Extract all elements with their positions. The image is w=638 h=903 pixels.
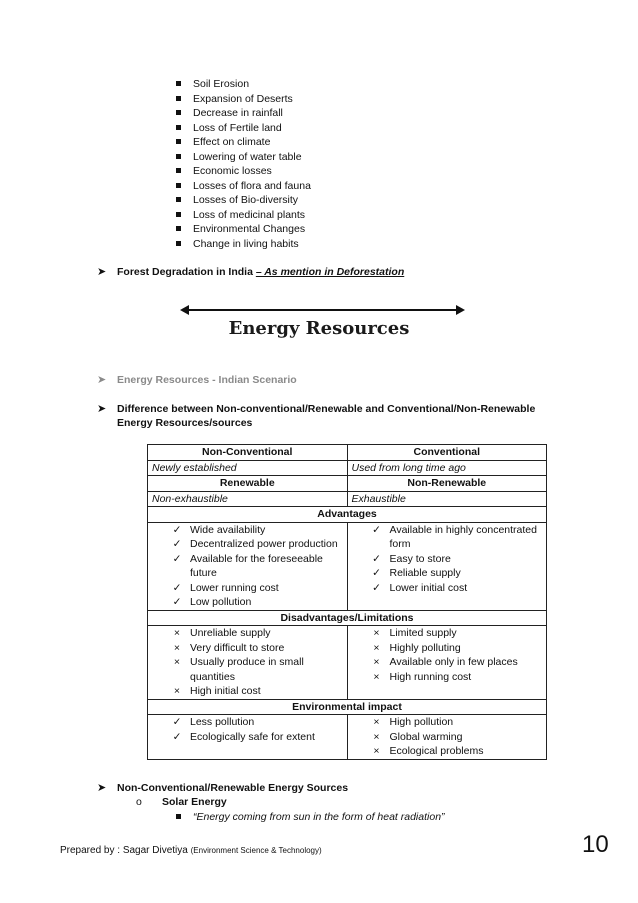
footer-subject: (Environment Science & Technology) bbox=[190, 846, 322, 855]
indian-scenario-text: Energy Resources - Indian Scenario bbox=[117, 374, 297, 386]
list-item bbox=[370, 744, 543, 759]
cross-icon: × bbox=[373, 670, 380, 683]
check-icon: ✓ bbox=[172, 716, 182, 728]
page-footer bbox=[60, 844, 322, 858]
table-row bbox=[148, 507, 547, 523]
list-item bbox=[170, 641, 343, 656]
nonconv-sources-item bbox=[97, 781, 348, 795]
square-bullet-icon bbox=[176, 814, 181, 819]
list-item-text: High pollution bbox=[389, 716, 454, 728]
check-icon: ✓ bbox=[172, 730, 182, 743]
table-cell bbox=[148, 715, 348, 760]
list-item bbox=[370, 566, 543, 581]
list-item-text: Loss of Fertile land bbox=[193, 121, 282, 134]
list-item bbox=[170, 684, 343, 699]
table-header-cell: Non-Conventional bbox=[148, 445, 348, 461]
list-item-text: Environmental Changes bbox=[193, 223, 306, 235]
list-item bbox=[170, 595, 343, 610]
nonconv-sources-text: Non-Conventional/Renewable Energy Sources bbox=[117, 782, 349, 794]
list-item bbox=[175, 222, 311, 237]
square-bullet-icon bbox=[176, 96, 181, 101]
list-item-text: Reliable supply bbox=[389, 567, 461, 579]
list-item-text: Available in highly concentrated form bbox=[389, 523, 537, 550]
table-header-cell: Conventional bbox=[347, 445, 547, 461]
cross-icon: × bbox=[373, 730, 380, 743]
table-cell bbox=[148, 522, 348, 610]
list-item bbox=[175, 77, 311, 92]
table-row bbox=[148, 610, 547, 626]
effects-list bbox=[175, 77, 311, 251]
table-header-cell: Non-Renewable bbox=[347, 476, 547, 492]
list-item bbox=[175, 92, 311, 107]
check-icon: ✓ bbox=[172, 552, 182, 565]
list-item-text: Usually produce in small quantities bbox=[190, 656, 304, 683]
list-item-text: Global warming bbox=[389, 730, 463, 743]
check-icon: ✓ bbox=[172, 581, 182, 594]
list-item-text: Wide availability bbox=[190, 523, 266, 536]
list-item bbox=[175, 208, 311, 223]
list-item-text: Ecological problems bbox=[389, 745, 484, 757]
list-item bbox=[175, 164, 311, 179]
list-item-text: Decentralized power production bbox=[190, 538, 338, 550]
environmental-impact-header: Environmental impact bbox=[148, 699, 547, 715]
list-item-text: Very difficult to store bbox=[190, 641, 285, 654]
cross-icon: × bbox=[373, 716, 380, 728]
cross-icon: × bbox=[373, 745, 380, 757]
square-bullet-icon bbox=[176, 212, 181, 217]
arrow-bullet-icon: ➤ bbox=[97, 782, 107, 794]
table-header-cell: Renewable bbox=[148, 476, 348, 492]
difference-text: Difference between Non-conventional/Renewable and Conventional/Non-Renewable Energy Resources/sources bbox=[117, 403, 536, 429]
cross-icon: × bbox=[173, 685, 181, 697]
list-item bbox=[175, 121, 311, 136]
forest-degradation-note: – As mention in Deforestation bbox=[255, 266, 405, 278]
square-bullet-icon bbox=[176, 125, 181, 130]
list-item-text: Limited supply bbox=[389, 627, 457, 639]
list-item bbox=[370, 581, 543, 596]
disadvantages-conventional-list bbox=[352, 626, 543, 684]
table-row bbox=[148, 626, 547, 700]
table-cell bbox=[347, 715, 547, 760]
list-item-text: Effect on climate bbox=[193, 136, 271, 148]
table-cell: Newly established bbox=[148, 460, 348, 476]
list-item bbox=[170, 552, 343, 581]
check-icon: ✓ bbox=[372, 567, 381, 579]
cross-icon: × bbox=[173, 627, 181, 639]
list-item bbox=[175, 106, 311, 121]
list-item bbox=[175, 135, 311, 150]
arrow-bullet-icon: ➤ bbox=[97, 266, 107, 278]
cross-icon: × bbox=[373, 656, 380, 668]
indian-scenario-item bbox=[97, 373, 297, 387]
list-item-text: High initial cost bbox=[190, 685, 261, 697]
solar-definition-text: “Energy coming from sun in the form of heat radiation” bbox=[193, 811, 445, 823]
list-item-text: Available only in few places bbox=[389, 656, 518, 668]
list-item-text: Lower running cost bbox=[190, 581, 279, 594]
list-item-text: Ecologically safe for extent bbox=[190, 730, 315, 743]
list-item bbox=[175, 179, 311, 194]
list-item-text: Losses of Bio-diversity bbox=[193, 194, 299, 206]
list-item-text: Economic losses bbox=[193, 165, 272, 177]
disadvantages-nonconventional-list bbox=[152, 626, 343, 699]
list-item bbox=[370, 641, 543, 656]
list-item-text: Lowering of water table bbox=[193, 150, 302, 163]
table-cell bbox=[347, 522, 547, 610]
square-bullet-icon bbox=[176, 226, 181, 231]
list-item bbox=[175, 237, 311, 252]
square-bullet-icon bbox=[176, 241, 181, 246]
table-row bbox=[148, 445, 547, 461]
check-icon: ✓ bbox=[172, 523, 182, 536]
table-cell: Exhaustible bbox=[347, 491, 547, 507]
list-item bbox=[370, 715, 543, 730]
cross-icon: × bbox=[373, 627, 380, 639]
square-bullet-icon bbox=[176, 168, 181, 173]
solar-energy-item bbox=[136, 795, 227, 809]
solar-energy-label: Solar Energy bbox=[162, 796, 227, 808]
arrow-bullet-icon: ➤ bbox=[97, 403, 107, 415]
list-item-text: Highly polluting bbox=[389, 641, 461, 654]
table-row bbox=[148, 476, 547, 492]
cross-icon: × bbox=[373, 641, 380, 654]
check-icon: ✓ bbox=[172, 538, 182, 550]
check-icon: ✓ bbox=[372, 552, 381, 565]
forest-degradation-item bbox=[97, 265, 404, 279]
list-item bbox=[370, 655, 543, 670]
list-item bbox=[175, 150, 311, 165]
footer-prepared-by: Prepared by : Sagar Divetiya bbox=[60, 845, 188, 856]
list-item bbox=[170, 715, 343, 730]
list-item bbox=[370, 730, 543, 745]
list-item bbox=[170, 523, 343, 538]
circle-bullet-icon: o bbox=[136, 796, 142, 808]
list-item bbox=[370, 626, 543, 641]
table-row bbox=[148, 522, 547, 610]
list-item-text: Lower initial cost bbox=[389, 581, 468, 594]
advantages-nonconventional-list bbox=[152, 523, 343, 610]
list-item-text: Losses of flora and fauna bbox=[193, 179, 311, 192]
table-row bbox=[148, 699, 547, 715]
cross-icon: × bbox=[173, 641, 181, 654]
list-item bbox=[170, 581, 343, 596]
env-conventional-list bbox=[352, 715, 543, 759]
list-item-text: Loss of medicinal plants bbox=[193, 208, 306, 221]
list-item bbox=[170, 537, 343, 552]
list-item-text: High running cost bbox=[389, 670, 472, 683]
list-item-text: Soil Erosion bbox=[193, 78, 250, 90]
list-item-text: Expansion of Deserts bbox=[193, 92, 293, 105]
page-number: 10 bbox=[582, 831, 609, 858]
difference-item bbox=[97, 402, 547, 430]
list-item-text: Low pollution bbox=[190, 596, 252, 608]
square-bullet-icon bbox=[176, 183, 181, 188]
cross-icon: × bbox=[173, 656, 181, 668]
list-item bbox=[370, 523, 543, 552]
square-bullet-icon bbox=[176, 110, 181, 115]
list-item-text: Easy to store bbox=[389, 552, 451, 565]
list-item-text: Change in living habits bbox=[193, 237, 299, 250]
square-bullet-icon bbox=[176, 197, 181, 202]
table-row bbox=[148, 460, 547, 476]
list-item bbox=[175, 193, 311, 208]
env-nonconventional-list bbox=[152, 715, 343, 744]
check-icon: ✓ bbox=[172, 596, 182, 608]
list-item bbox=[370, 670, 543, 685]
list-item bbox=[170, 626, 343, 641]
square-bullet-icon bbox=[176, 81, 181, 86]
list-item-text: Decrease in rainfall bbox=[193, 107, 283, 119]
table-row bbox=[148, 715, 547, 760]
square-bullet-icon bbox=[176, 139, 181, 144]
forest-degradation-label: Forest Degradation in India bbox=[117, 266, 253, 278]
check-icon: ✓ bbox=[372, 523, 381, 536]
double-arrow-icon bbox=[180, 304, 465, 316]
disadvantages-header: Disadvantages/Limitations bbox=[148, 610, 547, 626]
table-cell: Non-exhaustible bbox=[148, 491, 348, 507]
square-bullet-icon bbox=[176, 154, 181, 159]
advantages-header: Advantages bbox=[148, 507, 547, 523]
table-cell bbox=[347, 626, 547, 700]
list-item-text: Less pollution bbox=[190, 716, 255, 728]
list-item-text: Available for the foreseeable future bbox=[190, 552, 323, 579]
check-icon: ✓ bbox=[372, 581, 381, 594]
list-item bbox=[370, 552, 543, 567]
list-item bbox=[170, 655, 343, 684]
table-cell: Used from long time ago bbox=[347, 460, 547, 476]
table-row bbox=[148, 491, 547, 507]
solar-definition-item bbox=[175, 810, 445, 824]
arrow-bullet-icon: ➤ bbox=[97, 374, 107, 386]
section-title: Energy Resources bbox=[228, 318, 410, 339]
list-item-text: Unreliable supply bbox=[190, 627, 271, 639]
table-cell bbox=[148, 626, 348, 700]
advantages-conventional-list bbox=[352, 523, 543, 596]
comparison-table bbox=[147, 444, 547, 760]
list-item bbox=[170, 730, 343, 745]
